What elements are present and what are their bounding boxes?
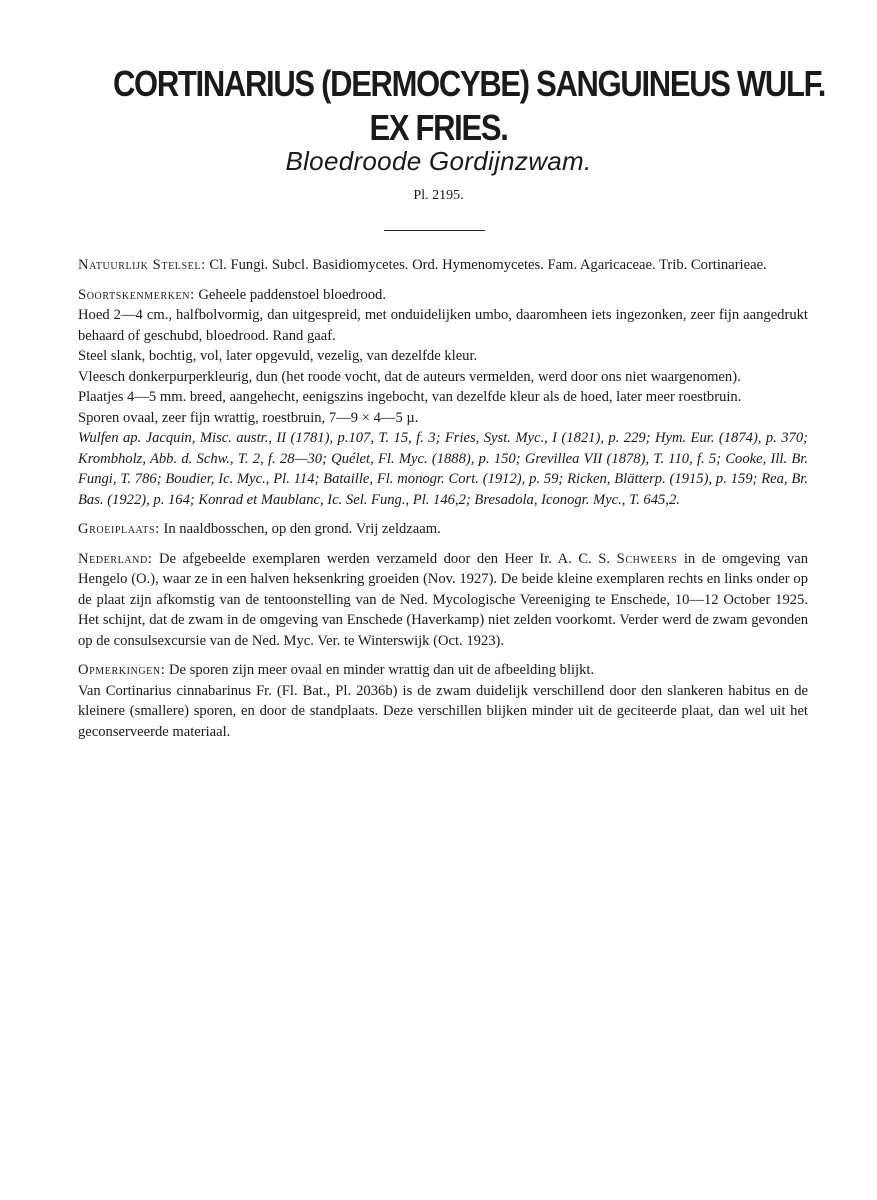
title-line-1: CORTINARIUS (DERMOCYBE) SANGUINEUS WULF. bbox=[112, 63, 826, 104]
netherlands-label: Nederland: bbox=[78, 550, 153, 567]
divider-rule bbox=[384, 230, 485, 231]
classification-paragraph bbox=[78, 255, 808, 276]
netherlands-text-b: in de omgeving van Hengelo (O.), waar ze in een halven heksenkring groeiden (Nov. 1927). De beide kleine exemplaren rechts en links onder op de plaat zijn afkomstig van de tentoonstelling van de Ned. Mycologische Vereeniging te Enschede, 10—12 October 1925. Het schijnt, dat de zwam in de omgeving van Enschede (Haverkamp) niet zelden voorkomt. Verder werd de zwam gevonden op de consulsexcursie van de Ned. Myc. Ver. te Winterswijk (Oct. 1923). bbox=[78, 550, 808, 649]
gills-description: Plaatjes 4—5 mm. breed, aangehecht, eenigszins ingebocht, van dezelfde kleur als de hoed, later meer roestbruin. bbox=[78, 389, 742, 405]
remarks-label: Opmerkingen: bbox=[78, 662, 166, 678]
classification-text: Cl. Fungi. Subcl. Basidiomycetes. Ord. Hymenomycetes. Fam. Agaricaceae. Trib. Cortinarieae. bbox=[205, 257, 767, 273]
habitat-paragraph bbox=[78, 519, 808, 540]
description-body bbox=[78, 255, 808, 742]
netherlands-text-a: De afgebeelde exemplaren werden verzameld door den Heer Ir. A. C. S. bbox=[152, 550, 617, 567]
collector-name: Schweers bbox=[616, 550, 678, 567]
habitat-text: In naaldbosschen, op den grond. Vrij zeldzaam. bbox=[159, 521, 441, 537]
cinnabarinus-comparison: Van Cortinarius cinnabarinus Fr. (Fl. Bat., Pl. 2036b) is de zwam duidelijk verschillend door den slankeren habitus en de kleinere (smallere) sporen, en door de standplaats. Deze verschillen blijken minder uit de geciteerde plaat, dan wel uit het geconserveerde materiaal. bbox=[78, 682, 808, 740]
title-line-2: EX FRIES. bbox=[369, 107, 508, 148]
species-characters-text: Geheele paddenstoel bloedrood. bbox=[194, 286, 387, 303]
classification-label: Natuurlijk Stelsel: bbox=[78, 257, 206, 273]
literature-references: Wulfen ap. Jacquin, Misc. austr., II (1781), p.107, T. 15, f. 3; Fries, Syst. Myc., I (1821), p. 229; Hym. Eur. (1874), p. 370; Krombholz, Abb. d. Schw., T. 2, f. 28—30; Quélet, Fl. Myc. (1888), p. 150; Grevillea VII (1878), T. 110, f. 5; Cooke, Ill. Br. Fungi, T. 786; Boudier, Ic. Myc., Pl. 114; Bataille, Fl. monogr. Cort. (1912), p. 59; Ricken, Blätterp. (1915), p. 159; Rea, Br. Bas. (1922), p. 164; Konrad et Maublanc, Ic. Sel. Fung., Pl. 146,2; Bresadola, Iconogr. Myc., T. 645,2. bbox=[78, 430, 808, 508]
netherlands-paragraph bbox=[78, 549, 808, 652]
plate-number: Pl. 2195. bbox=[413, 188, 464, 203]
common-name-subtitle: Bloedroode Gordijnzwam. bbox=[285, 146, 592, 176]
flesh-description: Vleesch donkerpurperkleurig, dun (het roode vocht, dat de auteurs vermelden, werd door ons niet waargenomen). bbox=[78, 368, 741, 385]
species-characters-label: Soortskenmerken: bbox=[78, 286, 195, 303]
species-characters-paragraph bbox=[78, 285, 808, 306]
habitat-label: Groeiplaats: bbox=[78, 521, 160, 537]
spores-description: Sporen ovaal, zeer fijn wrattig, roestbruin, 7—9 × 4—5 µ. bbox=[78, 409, 419, 426]
remarks-paragraph bbox=[78, 660, 808, 681]
remarks-text: De sporen zijn meer ovaal en minder wrattig dan uit de afbeelding blijkt. bbox=[165, 662, 595, 678]
cap-description: Hoed 2—4 cm., halfbolvormig, dan uitgespreid, met onduidelijken umbo, daaromheen iets ingezonken, zeer fijn aangedrukt behaard of geschubd, bloedrood. Rand gaaf. bbox=[78, 307, 808, 344]
species-title bbox=[112, 62, 826, 150]
stem-description: Steel slank, bochtig, vol, later opgevuld, vezelig, van dezelfde kleur. bbox=[78, 348, 478, 364]
